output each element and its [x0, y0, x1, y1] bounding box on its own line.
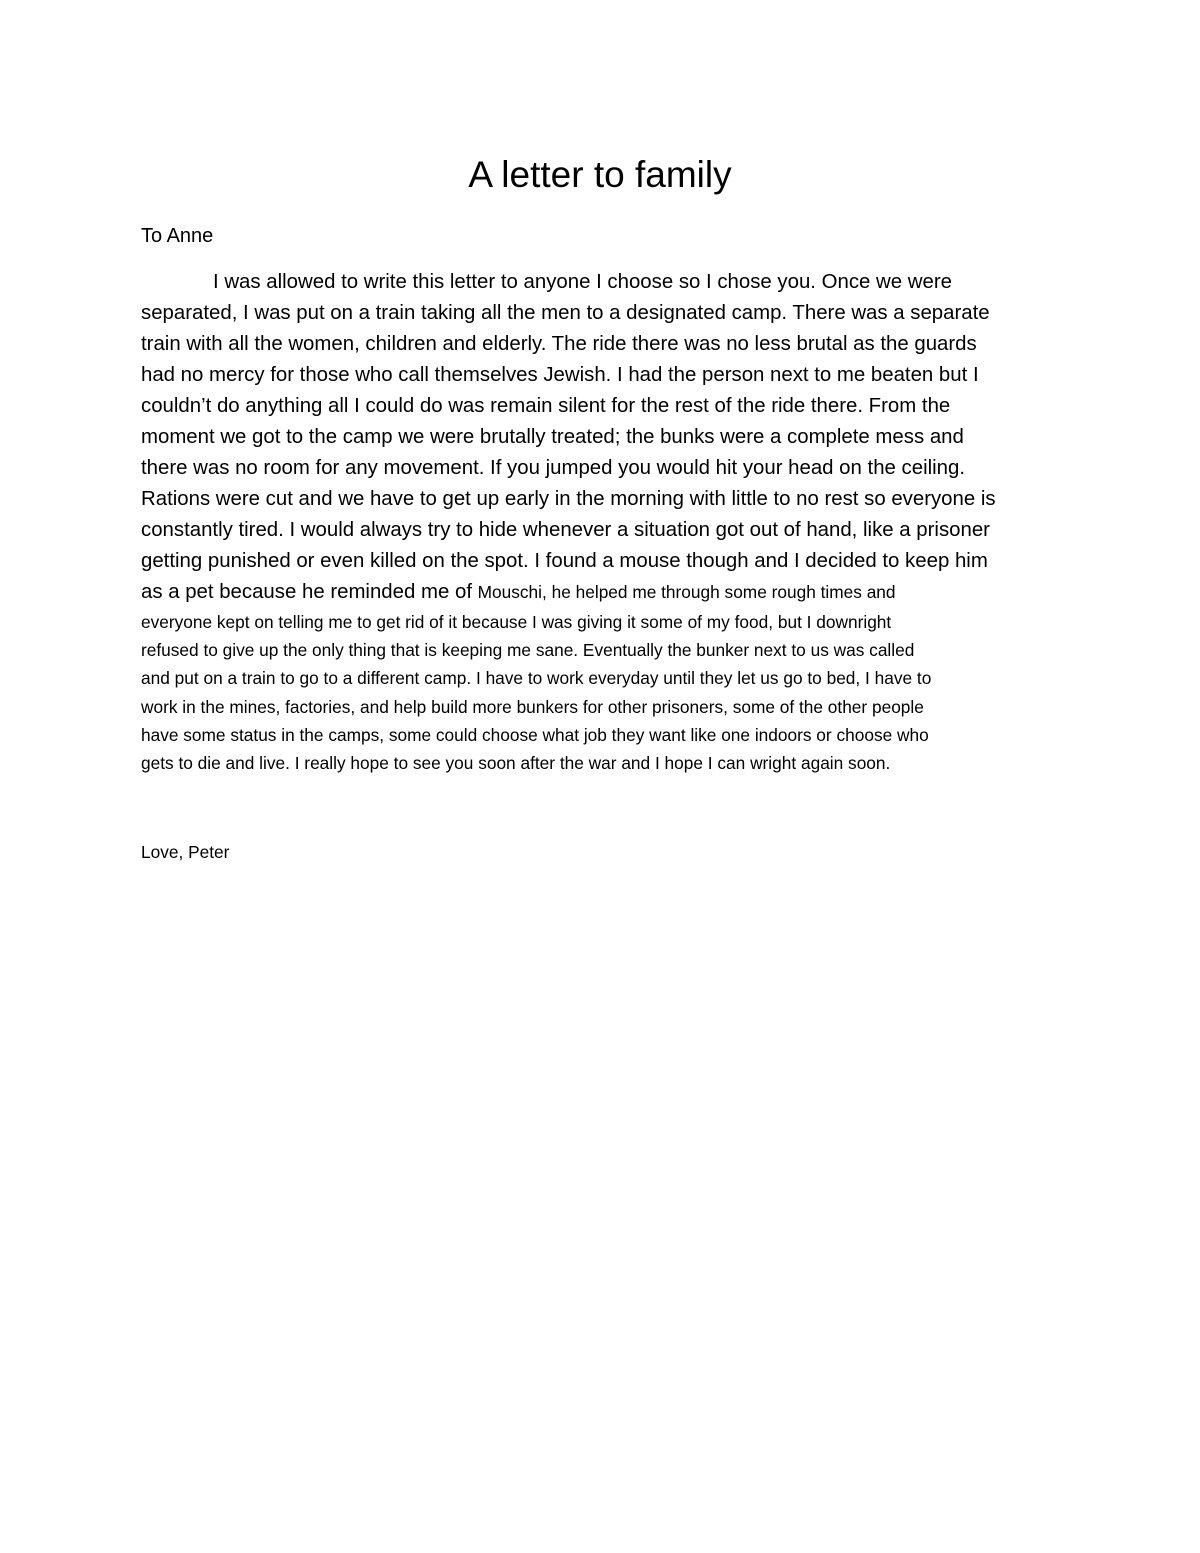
body-line-segment-small: Mouschi, he helped me through some rough times and — [477, 582, 896, 602]
body-line: getting punished or even killed on the spot. I found a mouse though and I decided to keep him — [141, 550, 988, 572]
body-line: couldn’t do anything all I could do was remain silent for the rest of the ride there. From the — [141, 395, 951, 417]
body-line: constantly tired. I would always try to hide whenever a situation got out of hand, like a prisoner — [141, 519, 990, 541]
body-line: and put on a train to go to a different camp. I have to work everyday until they let us go to bed, I have to — [141, 668, 932, 689]
letter-salutation: To Anne — [141, 225, 214, 247]
body-line: gets to die and live. I really hope to see you soon after the war and I hope I can wright again soon. — [141, 753, 891, 774]
body-line-mixed — [141, 577, 1056, 608]
letter-closing: Love, Peter — [141, 842, 230, 862]
document-title: A letter to family — [468, 154, 732, 195]
body-line: everyone kept on telling me to get rid of it because I was giving it some of my food, but I downright — [141, 612, 892, 632]
body-line: work in the mines, factories, and help build more bunkers for other prisoners, some of the other people — [141, 696, 924, 717]
body-line: there was no room for any movement. If you jumped you would hit your head on the ceiling. — [141, 457, 966, 479]
body-line-segment-large: as a pet because he reminded me of — [141, 581, 478, 603]
body-line: have some status in the camps, some could choose what job they want like one indoors or choose who — [141, 724, 929, 745]
body-line: I was allowed to write this letter to anyone I choose so I chose you. Once we were — [213, 271, 952, 293]
body-line: train with all the women, children and elderly. The ride there was no less brutal as the guards — [141, 333, 977, 355]
body-line: Rations were cut and we have to get up early in the morning with little to no rest so everyone is — [141, 488, 996, 510]
letter-body-paragraph — [141, 267, 1056, 608]
body-line: had no mercy for those who call themselves Jewish. I had the person next to me beaten but I — [141, 364, 979, 386]
body-line: refused to give up the only thing that is keeping me sane. Eventually the bunker next to us was called — [141, 640, 915, 661]
body-line: moment we got to the camp we were brutally treated; the bunks were a complete mess and — [141, 426, 964, 448]
body-line: separated, I was put on a train taking all the men to a designated camp. There was a separate — [141, 302, 990, 324]
letter-body-continuation — [141, 608, 1056, 777]
